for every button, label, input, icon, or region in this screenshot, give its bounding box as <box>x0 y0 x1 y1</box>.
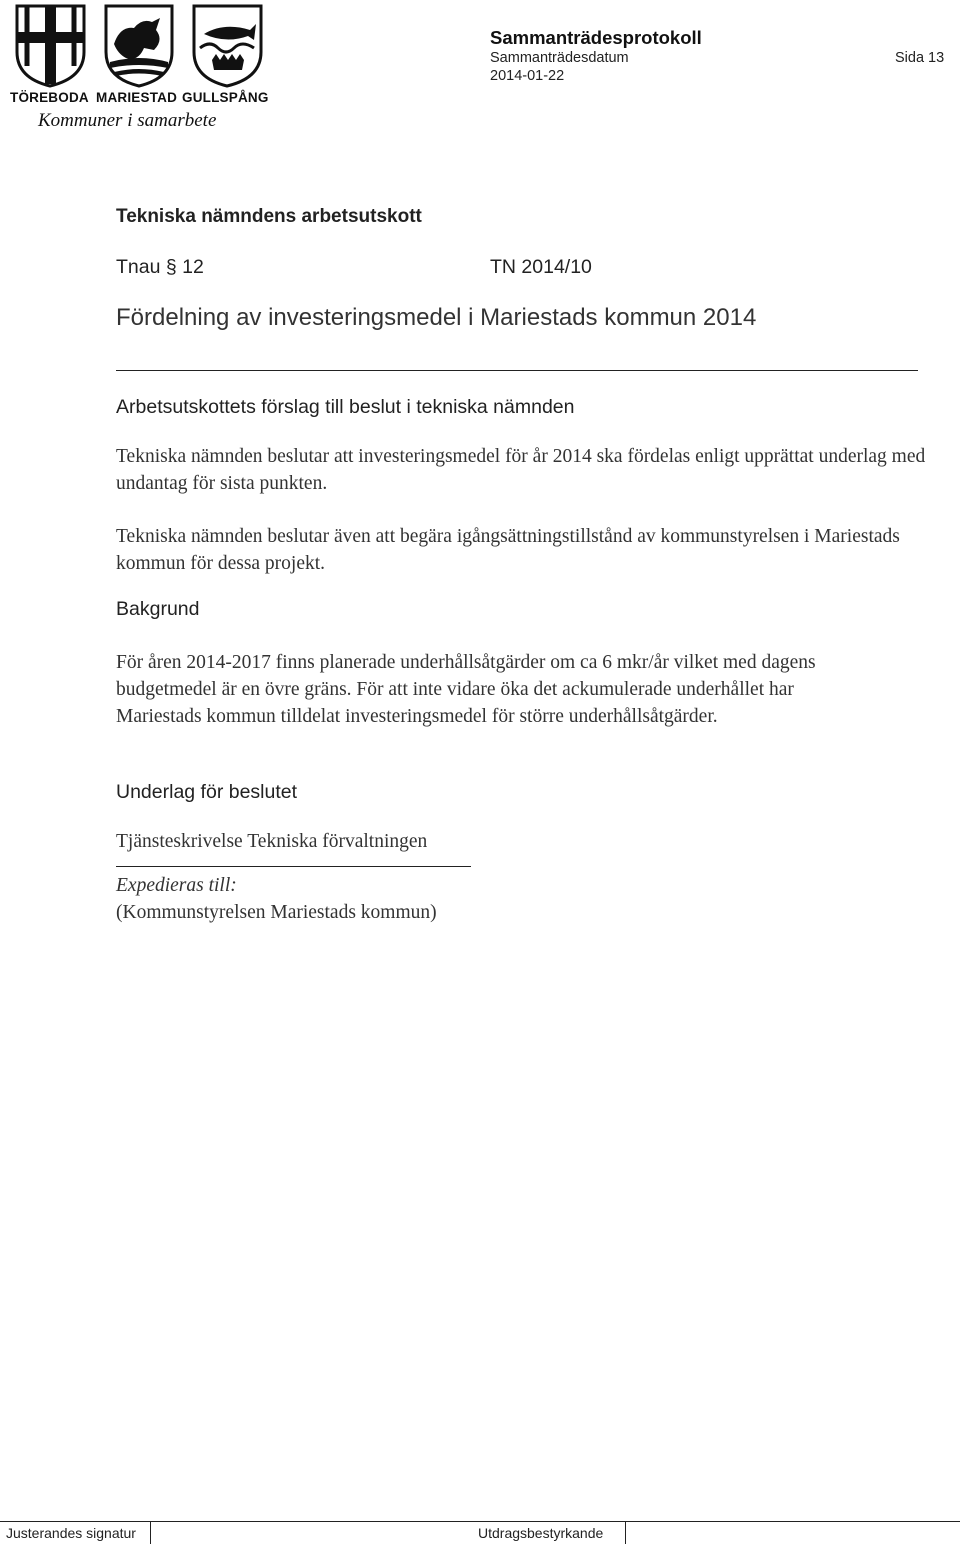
protocol-title: Sammanträdesprotokoll <box>490 27 702 48</box>
municipality-name: TÖREBODA <box>10 90 89 105</box>
toreboda-shield-icon <box>17 6 84 86</box>
dispatch-label: Expedieras till: <box>116 875 237 896</box>
background-paragraph: För åren 2014-2017 finns planerade underhållsåtgärder om ca 6 mkr/år vilket med dagens budgetmedel är en övre gräns. För att inte vidare öka det ackumulerade underhållet har Mariestads kommun tilldelat investeringsmedel för större underhållsåtgärder. <box>116 652 816 727</box>
logo-tagline: Kommuner i samarbete <box>38 110 217 131</box>
case-title: Fördelning av investeringsmedel i Mariestads kommun 2014 <box>116 304 757 331</box>
municipality-names <box>10 90 269 105</box>
meeting-date: 2014-01-22 <box>490 68 565 84</box>
municipality-name: MARIESTAD <box>96 90 178 105</box>
mariestad-shield-icon <box>106 6 172 86</box>
gullspang-shield-icon <box>194 6 261 86</box>
basis-heading: Underlag för beslutet <box>116 781 298 803</box>
extract-label: Utdragsbestyrkande <box>478 1525 604 1541</box>
committee-name: Tekniska nämndens arbetsutskott <box>116 206 422 227</box>
heading-divider <box>116 370 918 371</box>
proposal-heading: Arbetsutskottets förslag till beslut i tekniska nämnden <box>116 396 575 418</box>
case-number: TN 2014/10 <box>490 256 592 278</box>
basis-document: Tjänsteskrivelse Tekniska förvaltningen <box>116 831 428 852</box>
dispatch-divider <box>116 866 471 867</box>
dispatch-recipient: (Kommunstyrelsen Mariestads kommun) <box>116 902 437 923</box>
municipality-coats-of-arms <box>14 4 264 88</box>
municipality-name: GULLSPÅNG <box>182 90 269 105</box>
page-number: Sida 13 <box>895 50 945 66</box>
proposal-paragraph: Tekniska nämnden beslutar även att begära igångsättningstillstånd av kommunstyrelsen i Mariestads kommun för dessa projekt. <box>116 526 900 574</box>
signature-label: Justerandes signatur <box>6 1525 136 1541</box>
proposal-paragraph: Tekniska nämnden beslutar att investeringsmedel för år 2014 ska fördelas enligt upprättat underlag med undantag för sista punkten. <box>116 446 926 494</box>
paragraph-reference: Tnau § 12 <box>116 256 204 278</box>
background-heading: Bakgrund <box>116 598 200 620</box>
meeting-date-label: Sammanträdesdatum <box>490 50 629 66</box>
